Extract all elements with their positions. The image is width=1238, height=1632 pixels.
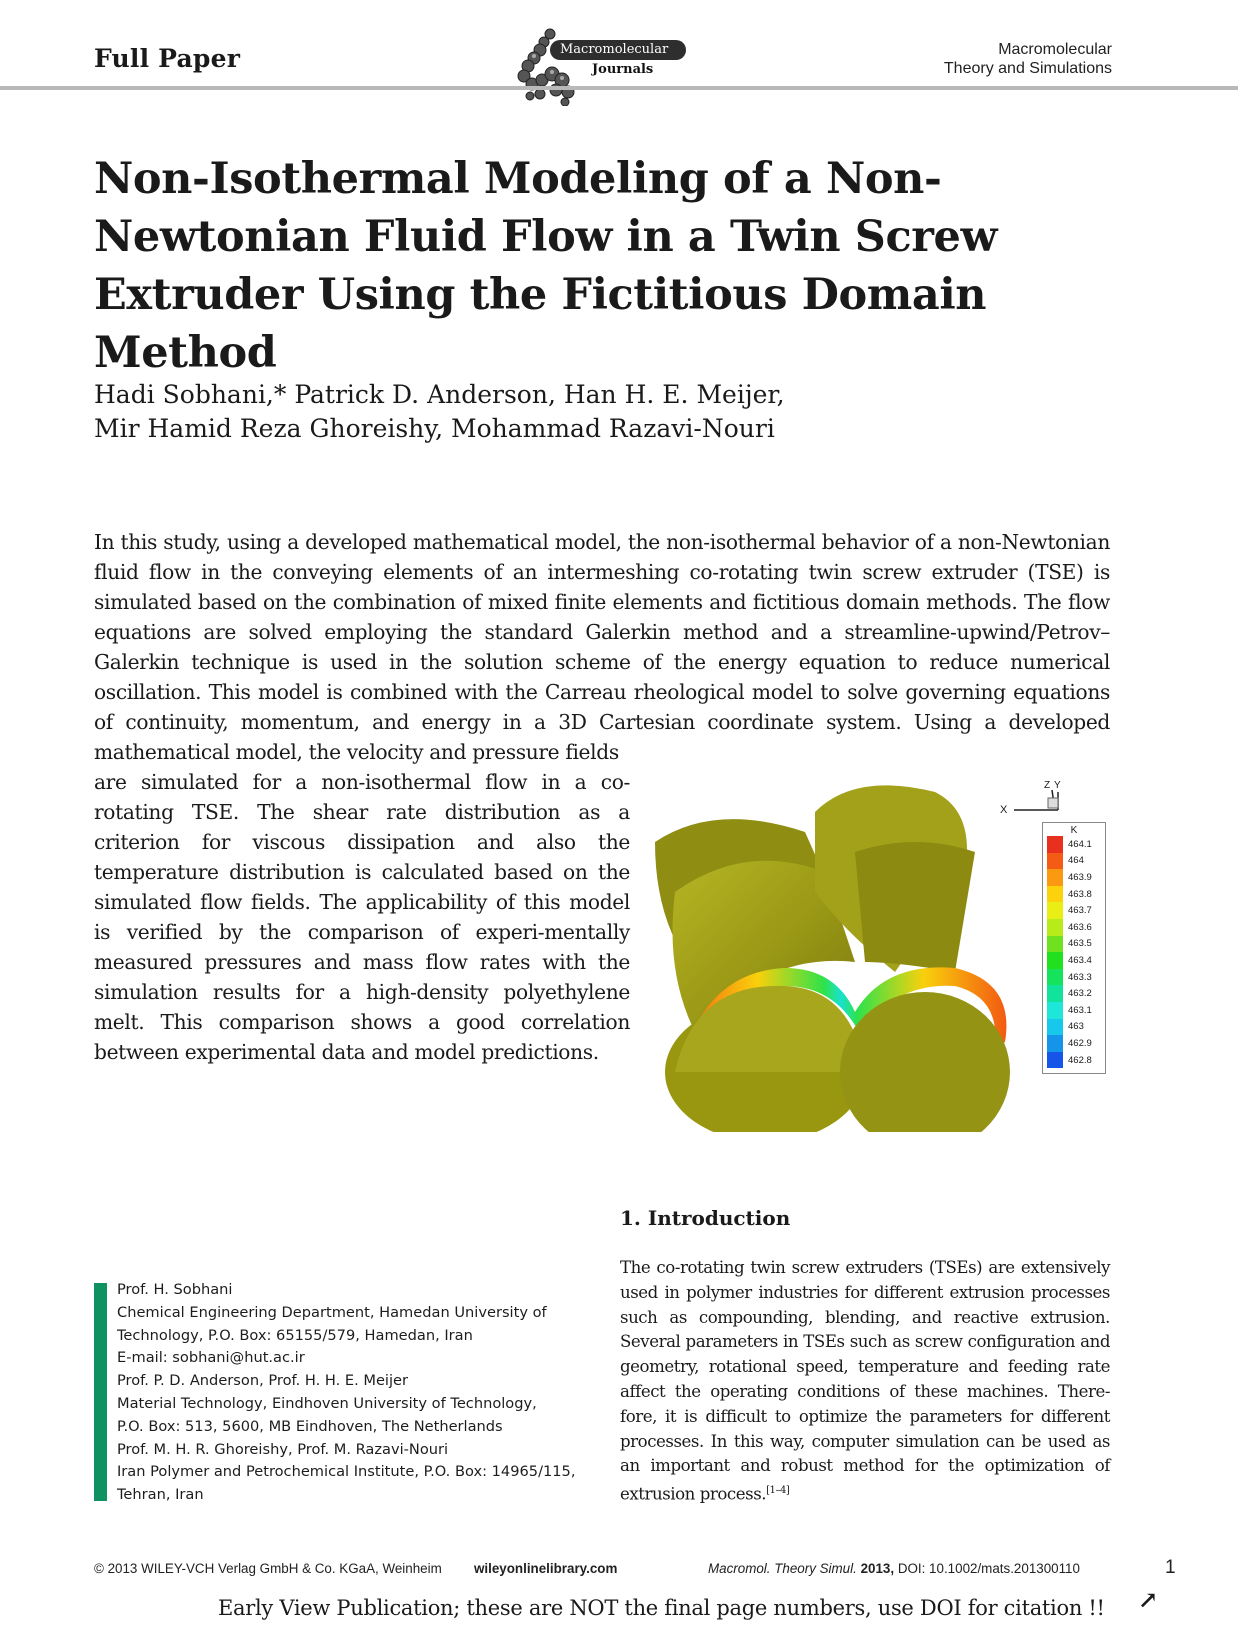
article-title: Non-Isothermal Modeling of a Non-Newtonian Fluid Flow in a Twin Screw Extruder Using the Fictitious Domain Method xyxy=(94,154,998,378)
legend-entry: 464 xyxy=(1043,853,1105,870)
legend-swatch xyxy=(1047,869,1063,886)
journal-citation: Macromol. Theory Simul. 2013, DOI: 10.1002/mats.201300110 xyxy=(708,1561,1080,1576)
legend-entry: 463.7 xyxy=(1043,902,1105,919)
legend-entry: 464.1 xyxy=(1043,836,1105,853)
legend-swatch xyxy=(1047,1002,1063,1019)
axis-label-z: Z xyxy=(1044,780,1051,791)
section-label: Full Paper xyxy=(94,44,241,73)
legend-swatch xyxy=(1047,836,1063,853)
corresponding-email: E-mail: sobhani@hut.ac.ir xyxy=(117,1349,305,1367)
page-number: 1 xyxy=(1165,1557,1176,1578)
legend-entry: 462.8 xyxy=(1043,1052,1105,1069)
abstract-text-narrow: are simulated for a non-isothermal flow in a co-rotating TSE. The shear rate distribution as a criterion for viscous dissipation and also the temperature distribution is calculated based on the simulated flow fields. The applicability of this model is verified by the comparison of experi-mentally measured pressures and mass flow rates with the simulation results for a high-density polyethylene melt. This comparison shows a good correlation between experimental data and model predictions. xyxy=(94,770,630,1064)
affiliation-accent-bar xyxy=(94,1283,107,1501)
legend-entry: 463.3 xyxy=(1043,969,1105,986)
abstract-text-wide: In this study, using a developed mathematical model, the non-isothermal behavior of a non-Newtonian fluid flow in the conveying elements of an intermeshing co-rotating twin screw extruder (TSE) is simulated based on the combination of mixed finite elements and fictitious domain methods. The flow equations are solved employing the standard Galerkin method and a streamline-upwind/Petrov–Galerkin technique is used in the solution scheme of the energy equation to reduce numerical oscillation. This model is combined with the Carreau rheological model to solve governing equations of continuity, momentum, and energy in a 3D Cartesian coordinate system. Using a developed mathematical model, the velocity and pressure fields xyxy=(94,530,1110,764)
legend-swatch xyxy=(1047,919,1063,936)
website-link[interactable]: wileyonlinelibrary.com xyxy=(474,1561,618,1576)
affiliations: Prof. H. Sobhani Chemical Engineering Department, Hamedan University of Technology, P.O. Box: 65155/579, Hamedan, Iran E-mail: sobhani@hut.ac.ir Prof. P. D. Anderson, Prof. H. H. E. Meijer Material Technology, Eindhoven University of Technology, P.O. Box: 513, 5600, MB Eindhoven, The Netherlands Prof. M. H. R. Ghoreishy, Prof. M. Razavi-Nouri Iran Polymer and Petrochemical Institute, P.O. Box: 14965/115, Tehran, Iran xyxy=(117,1279,587,1507)
section-heading-introduction: 1. Introduction xyxy=(620,1206,791,1230)
legend-entry: 463.6 xyxy=(1043,919,1105,936)
legend-swatch xyxy=(1047,985,1063,1002)
legend-entry: 462.9 xyxy=(1043,1035,1105,1052)
legend-swatch xyxy=(1047,936,1063,953)
legend-swatch xyxy=(1047,1052,1063,1069)
legend-rows xyxy=(1043,836,1105,1068)
legend-swatch xyxy=(1047,886,1063,903)
legend-swatch xyxy=(1047,1035,1063,1052)
legend-swatch xyxy=(1047,1019,1063,1036)
journal-logo xyxy=(510,26,690,106)
author-list: Hadi Sobhani,* Patrick D. Anderson, Han H. E. Meijer, Mir Hamid Reza Ghoreishy, Mohammad Razavi-Nouri xyxy=(94,380,785,443)
legend-swatch xyxy=(1047,969,1063,986)
axis-triad-icon xyxy=(1010,790,1070,820)
legend-swatch xyxy=(1047,902,1063,919)
legend-entry: 463.9 xyxy=(1043,869,1105,886)
legend-entry: 463.2 xyxy=(1043,985,1105,1002)
temperature-legend: K 464.1 464 463.9 463.8 463.7 463.6 463.5 463.4 463.3 463.2 463.1 463 462.9 462.8 xyxy=(1042,822,1106,1074)
legend-entry: 463.1 xyxy=(1043,1002,1105,1019)
arrow-icon: ↗ xyxy=(1138,1585,1159,1614)
legend-swatch xyxy=(1047,952,1063,969)
logo-text-macromolecular: Macromolecular xyxy=(560,42,669,57)
early-view-notice: Early View Publication; these are NOT the final page numbers, use DOI for citation !! xyxy=(218,1596,1105,1620)
journal-name: Macromolecular Theory and Simulations xyxy=(943,41,1112,77)
legend-entry: 463 xyxy=(1043,1019,1105,1036)
figure-legend-area xyxy=(1000,780,1120,1080)
legend-entry: 463.5 xyxy=(1043,936,1105,953)
introduction-text: The co-rotating twin screw extruders (TSEs) are extensively used in polymer industries for different extrusion processes such as compounding, blending, and reactive extrusion. Several parameters in TSEs such as screw configuration and geometry, rotational speed, temperature and feeding rate affect the operating conditions of these machines. There-fore, it is difficult to optimize the parameters for different processes. In this way, computer simulation can be used as an important and robust method for the optimization of extrusion process.[1–4] xyxy=(620,1258,1110,1504)
molecule-logo-icon xyxy=(510,26,590,106)
copyright: © 2013 WILEY-VCH Verlag GmbH & Co. KGaA, Weinheim xyxy=(94,1561,442,1576)
legend-swatch xyxy=(1047,853,1063,870)
axis-label-x: X xyxy=(1000,804,1008,816)
citation-ref[interactable]: [1–4] xyxy=(766,1485,790,1497)
legend-entry: 463.8 xyxy=(1043,886,1105,903)
legend-entry: 463.4 xyxy=(1043,952,1105,969)
logo-text-journals: Journals xyxy=(592,62,654,77)
header-divider xyxy=(0,86,1238,90)
doi: DOI: 10.1002/mats.201300110 xyxy=(897,1561,1080,1576)
axis-label-y: Y xyxy=(1054,780,1061,791)
